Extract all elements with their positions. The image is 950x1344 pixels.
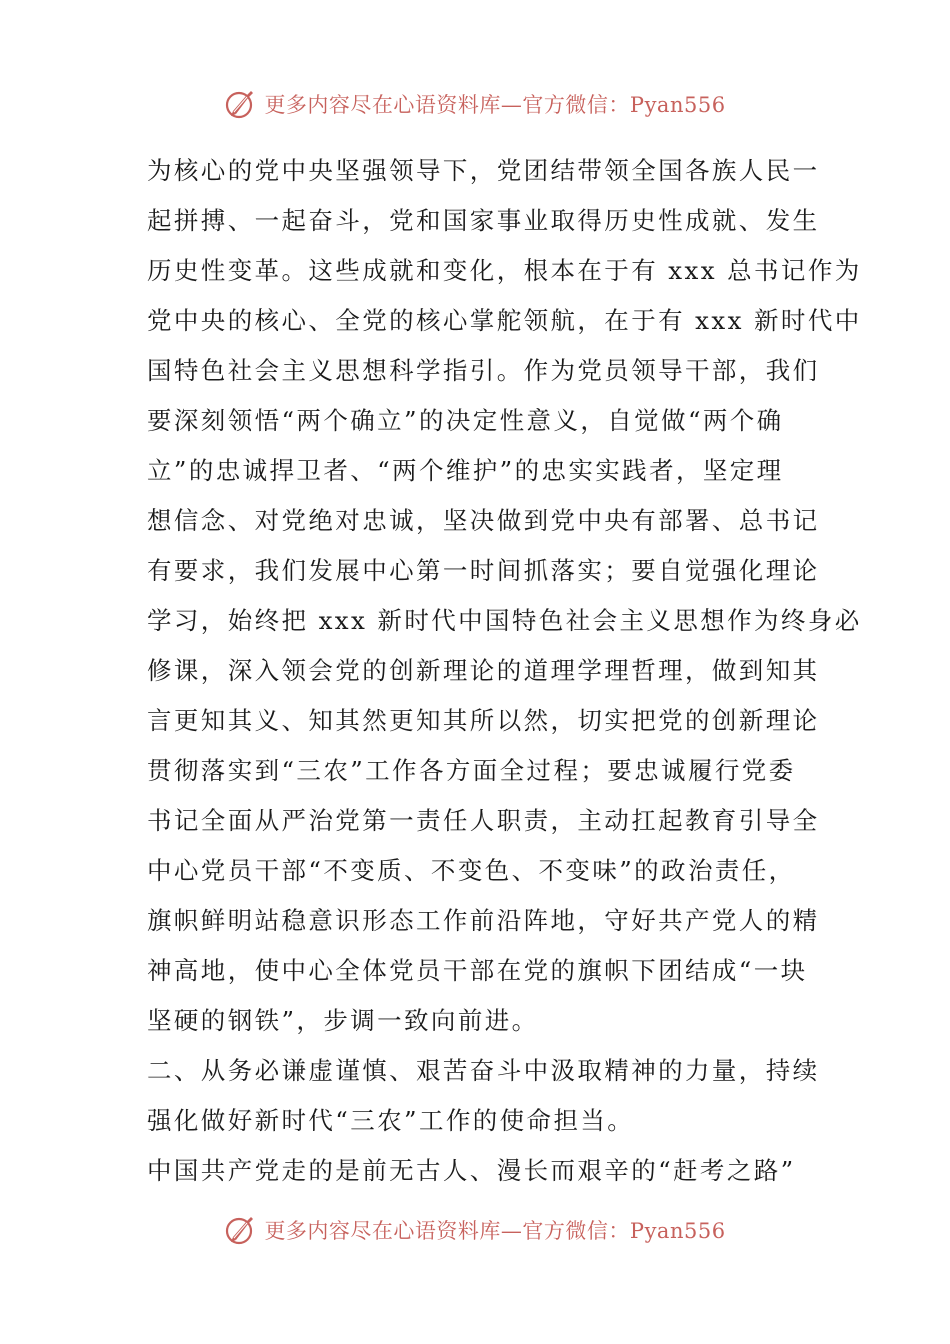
text-line: 贯彻落实到“三农”工作各方面全过程；要忠诚履行党委 (147, 756, 796, 785)
text-line: 国特色社会主义思想科学指引。作为党员领导干部，我们 (147, 356, 820, 385)
section-heading-line: 二、从务必谦虚谨慎、艰苦奋斗中汲取精神的力量，持续 (147, 1056, 820, 1085)
text-line: 为核心的党中央坚强领导下，党团结带领全国各族人民一 (147, 156, 820, 185)
banner-text: 更多内容尽在心语资料库—官方微信：Pyan556 (264, 93, 726, 117)
section-heading-line: 强化做好新时代“三农”工作的使命担当。 (147, 1106, 635, 1135)
text-line: 起拼搏、一起奋斗，党和国家事业取得历史性成就、发生 (147, 206, 820, 235)
document-body (147, 148, 862, 1198)
text-line: 立”的忠诚捍卫者、“两个维护”的忠实实践者，坚定理 (147, 456, 784, 485)
text-line: 想信念、对党绝对忠诚，坚决做到党中央有部署、总书记 (147, 506, 820, 535)
text-line: 旗帜鲜明站稳意识形态工作前沿阵地，守好共产党人的精 (147, 906, 820, 935)
banner-text: 更多内容尽在心语资料库—官方微信：Pyan556 (264, 1219, 726, 1243)
text-line: 修课，深入领会党的创新理论的道理学理哲理，做到知其 (147, 656, 820, 685)
text-line: 中心党员干部“不变质、不变色、不变味”的政治责任， (147, 856, 796, 885)
text-line: 学习，始终把 xxx 新时代中国特色社会主义思想作为终身必 (147, 606, 862, 635)
text-line: 历史性变革。这些成就和变化，根本在于有 xxx 总书记作为 (147, 256, 862, 285)
text-line: 要深刻领悟“两个确立”的决定性意义，自觉做“两个确 (147, 406, 784, 435)
text-line: 坚硬的钢铁”，步调一致向前进。 (147, 1006, 539, 1035)
pen-nib-logo-icon (224, 1213, 258, 1247)
header-banner (0, 84, 950, 124)
text-line: 党中央的核心、全党的核心掌舵领航，在于有 xxx 新时代中 (147, 306, 862, 335)
text-line: 神高地，使中心全体党员干部在党的旗帜下团结成“一块 (147, 956, 808, 985)
text-line: 有要求，我们发展中心第一时间抓落实；要自觉强化理论 (147, 556, 820, 585)
text-line: 中国共产党走的是前无古人、漫长而艰辛的“赶考之路” (147, 1156, 796, 1185)
text-line: 书记全面从严治党第一责任人职责，主动扛起教育引导全 (147, 806, 820, 835)
text-line: 言更知其义、知其然更知其所以然，切实把党的创新理论 (147, 706, 820, 735)
pen-nib-logo-icon (224, 87, 258, 121)
footer-banner (0, 1210, 950, 1250)
